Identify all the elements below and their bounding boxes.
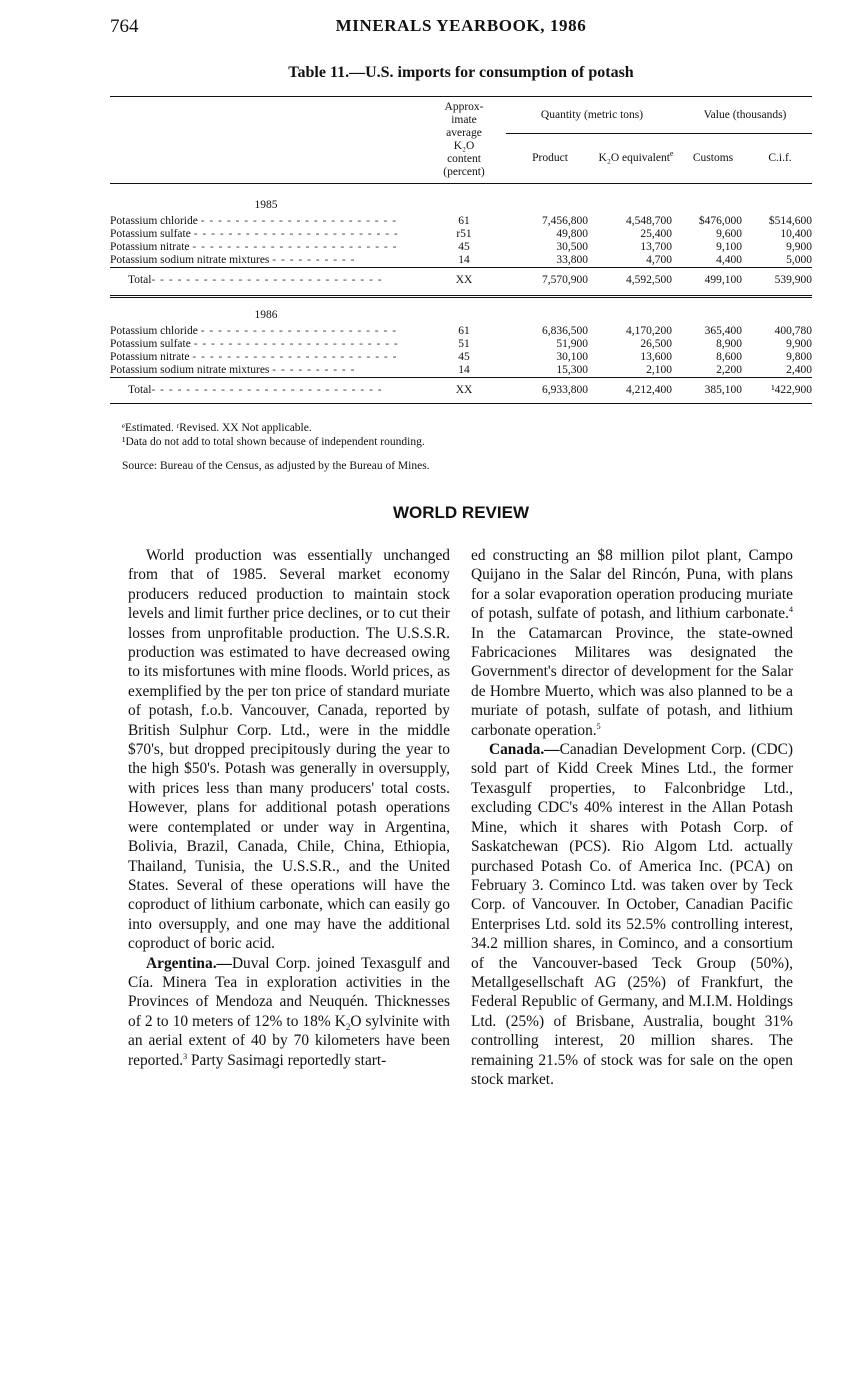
subscript: 2 — [345, 1021, 351, 1032]
cell-k2o: 4,592,500 — [594, 268, 678, 294]
cell-k2o: 4,212,400 — [594, 378, 678, 404]
header-k2o-content — [422, 97, 506, 184]
paragraph-text: Duval Corp. joined Texasgulf and Cía. Minera Tea in exploration activities in the Provinces of Mendoza and Neuquén. Thicknesses of 2 to 10 meters of 12% to 18% K — [128, 954, 450, 1030]
cell-product: 30,500 — [556, 241, 588, 253]
cell-content: XX — [422, 378, 506, 404]
row-label: Potassium chloride - - - - - - - - - - - - - - - - - - - - - - - — [110, 215, 398, 227]
year-label: 1986 — [254, 309, 278, 321]
cell-customs: $476,000 — [698, 215, 743, 227]
cell-product: 33,800 — [556, 254, 588, 266]
header-k2o-line: content — [447, 153, 481, 165]
cell-cif: 2,400 — [786, 364, 813, 376]
cell-customs: 385,100 — [678, 378, 748, 404]
run-in-heading: Canada.— — [489, 741, 560, 759]
cell-cif: 5,000 — [786, 254, 813, 266]
footnote-ref: 5 — [596, 721, 601, 731]
total-label: Total — [128, 384, 152, 396]
header-cif: C.i.f. — [748, 134, 812, 184]
cell-content: 14 — [458, 364, 470, 376]
cell-cif: ¹422,900 — [748, 378, 812, 404]
cell-content: 61 — [458, 215, 470, 227]
row-label: Potassium sulfate - - - - - - - - - - - - - - - - - - - - - - - - — [110, 338, 399, 350]
cell-k2o: 25,400 — [640, 228, 673, 240]
header-quantity-group: Quantity (metric tons) — [506, 97, 678, 134]
cell-product: 51,900 — [556, 338, 588, 350]
row-label-text: Potassium nitrate — [110, 351, 190, 363]
paragraph-text: O sylvinite with an aerial extent of 40 by 70 kilometers have been reported. — [128, 1012, 450, 1069]
table-row — [110, 215, 812, 228]
footnote-rounding: ¹Data do not add to total shown because of independent rounding. — [122, 436, 425, 448]
row-label: Potassium sodium nitrate mixtures - - - - - - - - - - — [110, 364, 356, 376]
table-title: Table 11.—U.S. imports for consumption of potash — [288, 64, 634, 81]
page-header — [110, 16, 812, 42]
cell-customs: 365,400 — [704, 325, 743, 337]
row-label-text: Potassium nitrate — [110, 241, 190, 253]
cell-cif: 9,900 — [786, 241, 813, 253]
run-in-heading: Argentina.— — [146, 954, 232, 972]
row-label-text: Potassium sodium nitrate mixtures — [110, 254, 270, 266]
table-footnotes — [122, 421, 812, 473]
cell-content: r51 — [456, 228, 472, 240]
row-label: Potassium sodium nitrate mixtures - - - - - - - - - - — [110, 254, 356, 266]
row-label: Potassium nitrate - - - - - - - - - - - - - - - - - - - - - - - - — [110, 351, 398, 363]
footnote-source: Source: Bureau of the Census, as adjusted by the Bureau of Mines. — [122, 460, 430, 472]
table-row — [110, 325, 812, 338]
year-row-1985 — [110, 184, 812, 216]
table-row — [110, 364, 812, 378]
row-label: Potassium chloride - - - - - - - - - - - - - - - - - - - - - - - — [110, 325, 398, 337]
cell-cif: 400,780 — [774, 325, 813, 337]
cell-content: 61 — [458, 325, 470, 337]
text-column-right — [471, 546, 793, 1089]
table-row — [110, 351, 812, 364]
cell-cif: 9,800 — [786, 351, 813, 363]
row-label-text: Potassium sodium nitrate mixtures — [110, 364, 270, 376]
header-value-group: Value (thousands) — [678, 97, 812, 134]
cell-product: 6,836,500 — [542, 325, 588, 337]
section-heading: WORLD REVIEW — [393, 503, 529, 522]
cell-cif: 10,400 — [780, 228, 813, 240]
cell-customs: 9,100 — [716, 241, 743, 253]
paragraph-world-production: World production was essentially unchanged from that of 1985. Several market economy producers reduced production to maintain stock levels and limit further price declines, or to cut their losses from unprofitable production. The U.S.S.R. production was estimated to have decreased owing to its misfortunes with mine floods. World prices, as exemplified by the per ton price of standard muriate of potash, f.o.b. Vancouver, Canada, reported by British Sulphur Corp. Ltd., were in the middle $70's, but dropped precipitously during the year to the high $50's. Potash was generally in oversupply, with prices less than many producers' total costs. However, plans for additional potash operations were contemplated or under way in Argentina, Bolivia, Brazil, Canada, Chile, China, Ethiopia, Thailand, Tunisia, the U.S.S.R., and the United States. Several of these operations will have the coproduct of lithium carbonate, which can easily go into oversupply, and one may have the additional coproduct of boric acid. — [128, 547, 450, 953]
potash-imports-table — [110, 96, 812, 404]
row-label-text: Potassium sulfate — [110, 338, 191, 350]
year-label: 1985 — [254, 199, 278, 211]
cell-product: 30,100 — [556, 351, 588, 363]
cell-k2o: 2,100 — [646, 364, 673, 376]
cell-customs: 4,400 — [716, 254, 743, 266]
footnote-ref: 3 — [183, 1051, 188, 1061]
row-label-text: Potassium chloride — [110, 215, 198, 227]
paragraph-text: Canadian Development Corp. (CDC) sold part of Kidd Creek Mines Ltd., the former Texasgulf properties, to Falconbridge Ltd., excluding CDC's 40% interest in the Allan Potash Mine, which it shares with Potash Corp. of Saskatchewan (PCS). Rio Algom Ltd. actually purchased Potash Co. of America Inc. (PCA) on February 3. Cominco Ltd. was taken over by Teck Corp. of Vancouver. In October, Canadian Pacific Enterprises Ltd. sold its 52.5% controlling interest, 34.2 million shares, in Cominco, and a consortium of the Vancouver-based Teck Group (50%), Metallgesellschaft AG (25%) of Frankfurt, the Federal Republic of Germany, and M.I.M. Holdings Ltd. (25%) of Brisbane, Australia, bought 31% controlling interest, 20 million shares. The remaining 21.5% of stock was for sale on the open stock market. — [471, 741, 793, 1088]
header-k2o-equivalent — [594, 134, 678, 184]
paragraph-argentina-continued — [471, 546, 793, 740]
table-row — [110, 228, 812, 241]
cell-cif: 539,900 — [748, 268, 812, 294]
row-label-text: Potassium chloride — [110, 325, 198, 337]
cell-product: 7,456,800 — [542, 215, 588, 227]
running-title: MINERALS YEARBOOK, 1986 — [335, 16, 587, 35]
cell-k2o: 13,600 — [640, 351, 673, 363]
cell-product: 15,300 — [556, 364, 588, 376]
paragraph-text: Party Sasimagi reportedly start- — [187, 1051, 387, 1069]
row-label: Potassium nitrate - - - - - - - - - - - - - - - - - - - - - - - - — [110, 241, 398, 253]
cell-content: 51 — [458, 338, 470, 350]
header-blank — [110, 97, 422, 184]
year-row-1986 — [110, 297, 812, 326]
cell-customs: 8,900 — [716, 338, 743, 350]
cell-k2o: 13,700 — [640, 241, 673, 253]
total-row-1986 — [110, 378, 812, 404]
cell-product: 6,933,800 — [506, 378, 594, 404]
header-k2o-line: average — [446, 127, 482, 139]
header-product: Product — [506, 134, 594, 184]
text-column-left — [128, 546, 450, 1070]
estimated-mark: e — [669, 149, 674, 159]
paragraph-text: In the Catamarcan Province, the state-owned Fabricaciones Militares was designated the Government's director of development for the Salar de Hombre Muerto, which was also planned to be a muriate of potash, sulfate of potash, and lithium carbonate operation. — [471, 624, 793, 739]
cell-content: 45 — [458, 241, 470, 253]
cell-content: XX — [422, 268, 506, 294]
paragraph-argentina — [128, 954, 450, 1070]
cell-cif: $514,600 — [768, 215, 813, 227]
table-row — [110, 241, 812, 254]
footnote-legend: ᵉEstimated. ʳRevised. XX Not applicable. — [122, 422, 312, 434]
cell-k2o: 4,548,700 — [626, 215, 673, 227]
cell-product: 49,800 — [556, 228, 588, 240]
table-row — [110, 338, 812, 351]
cell-k2o: 4,700 — [646, 254, 673, 266]
cell-customs: 499,100 — [678, 268, 748, 294]
header-k2o-line: (percent) — [443, 166, 485, 178]
row-label: Potassium sulfate - - - - - - - - - - - - - - - - - - - - - - - - — [110, 228, 399, 240]
paragraph-canada — [471, 740, 793, 1089]
cell-content: 45 — [458, 351, 470, 363]
cell-k2o: 4,170,200 — [626, 325, 673, 337]
cell-cif: 9,900 — [786, 338, 813, 350]
footnote-ref: 4 — [789, 605, 793, 615]
header-k2o-line: Approx- — [444, 101, 484, 113]
row-label-text: Potassium sulfate — [110, 228, 191, 240]
cell-customs: 8,600 — [716, 351, 743, 363]
paragraph-text: ed constructing an $8 million pilot plant, Campo Quijano in the Salar del Rincón, Puna, with plans for a solar evaporation operation producing muriate of potash, sulfate of potash, and lithium carbonate. — [471, 547, 793, 623]
page-number: 764 — [110, 16, 139, 37]
cell-customs: 2,200 — [716, 364, 743, 376]
header-k2o-line: imate — [451, 114, 477, 126]
cell-product: 7,570,900 — [506, 268, 594, 294]
row-label: Total- - - - - - - - - - - - - - - - - - - - - - - - - - - — [110, 268, 422, 294]
cell-content: 14 — [458, 254, 470, 266]
total-row-1985 — [110, 268, 812, 294]
cell-customs: 9,600 — [716, 228, 743, 240]
header-k2o-line: K₂O — [453, 140, 475, 152]
cell-k2o: 26,500 — [640, 338, 673, 350]
row-label: Total- - - - - - - - - - - - - - - - - - - - - - - - - - - — [110, 378, 422, 404]
total-label: Total — [128, 274, 152, 286]
header-customs: Customs — [678, 134, 748, 184]
table-row — [110, 254, 812, 268]
header-k2o-equivalent-text: K₂O equivalent — [598, 152, 670, 164]
header-row-1 — [110, 97, 812, 134]
